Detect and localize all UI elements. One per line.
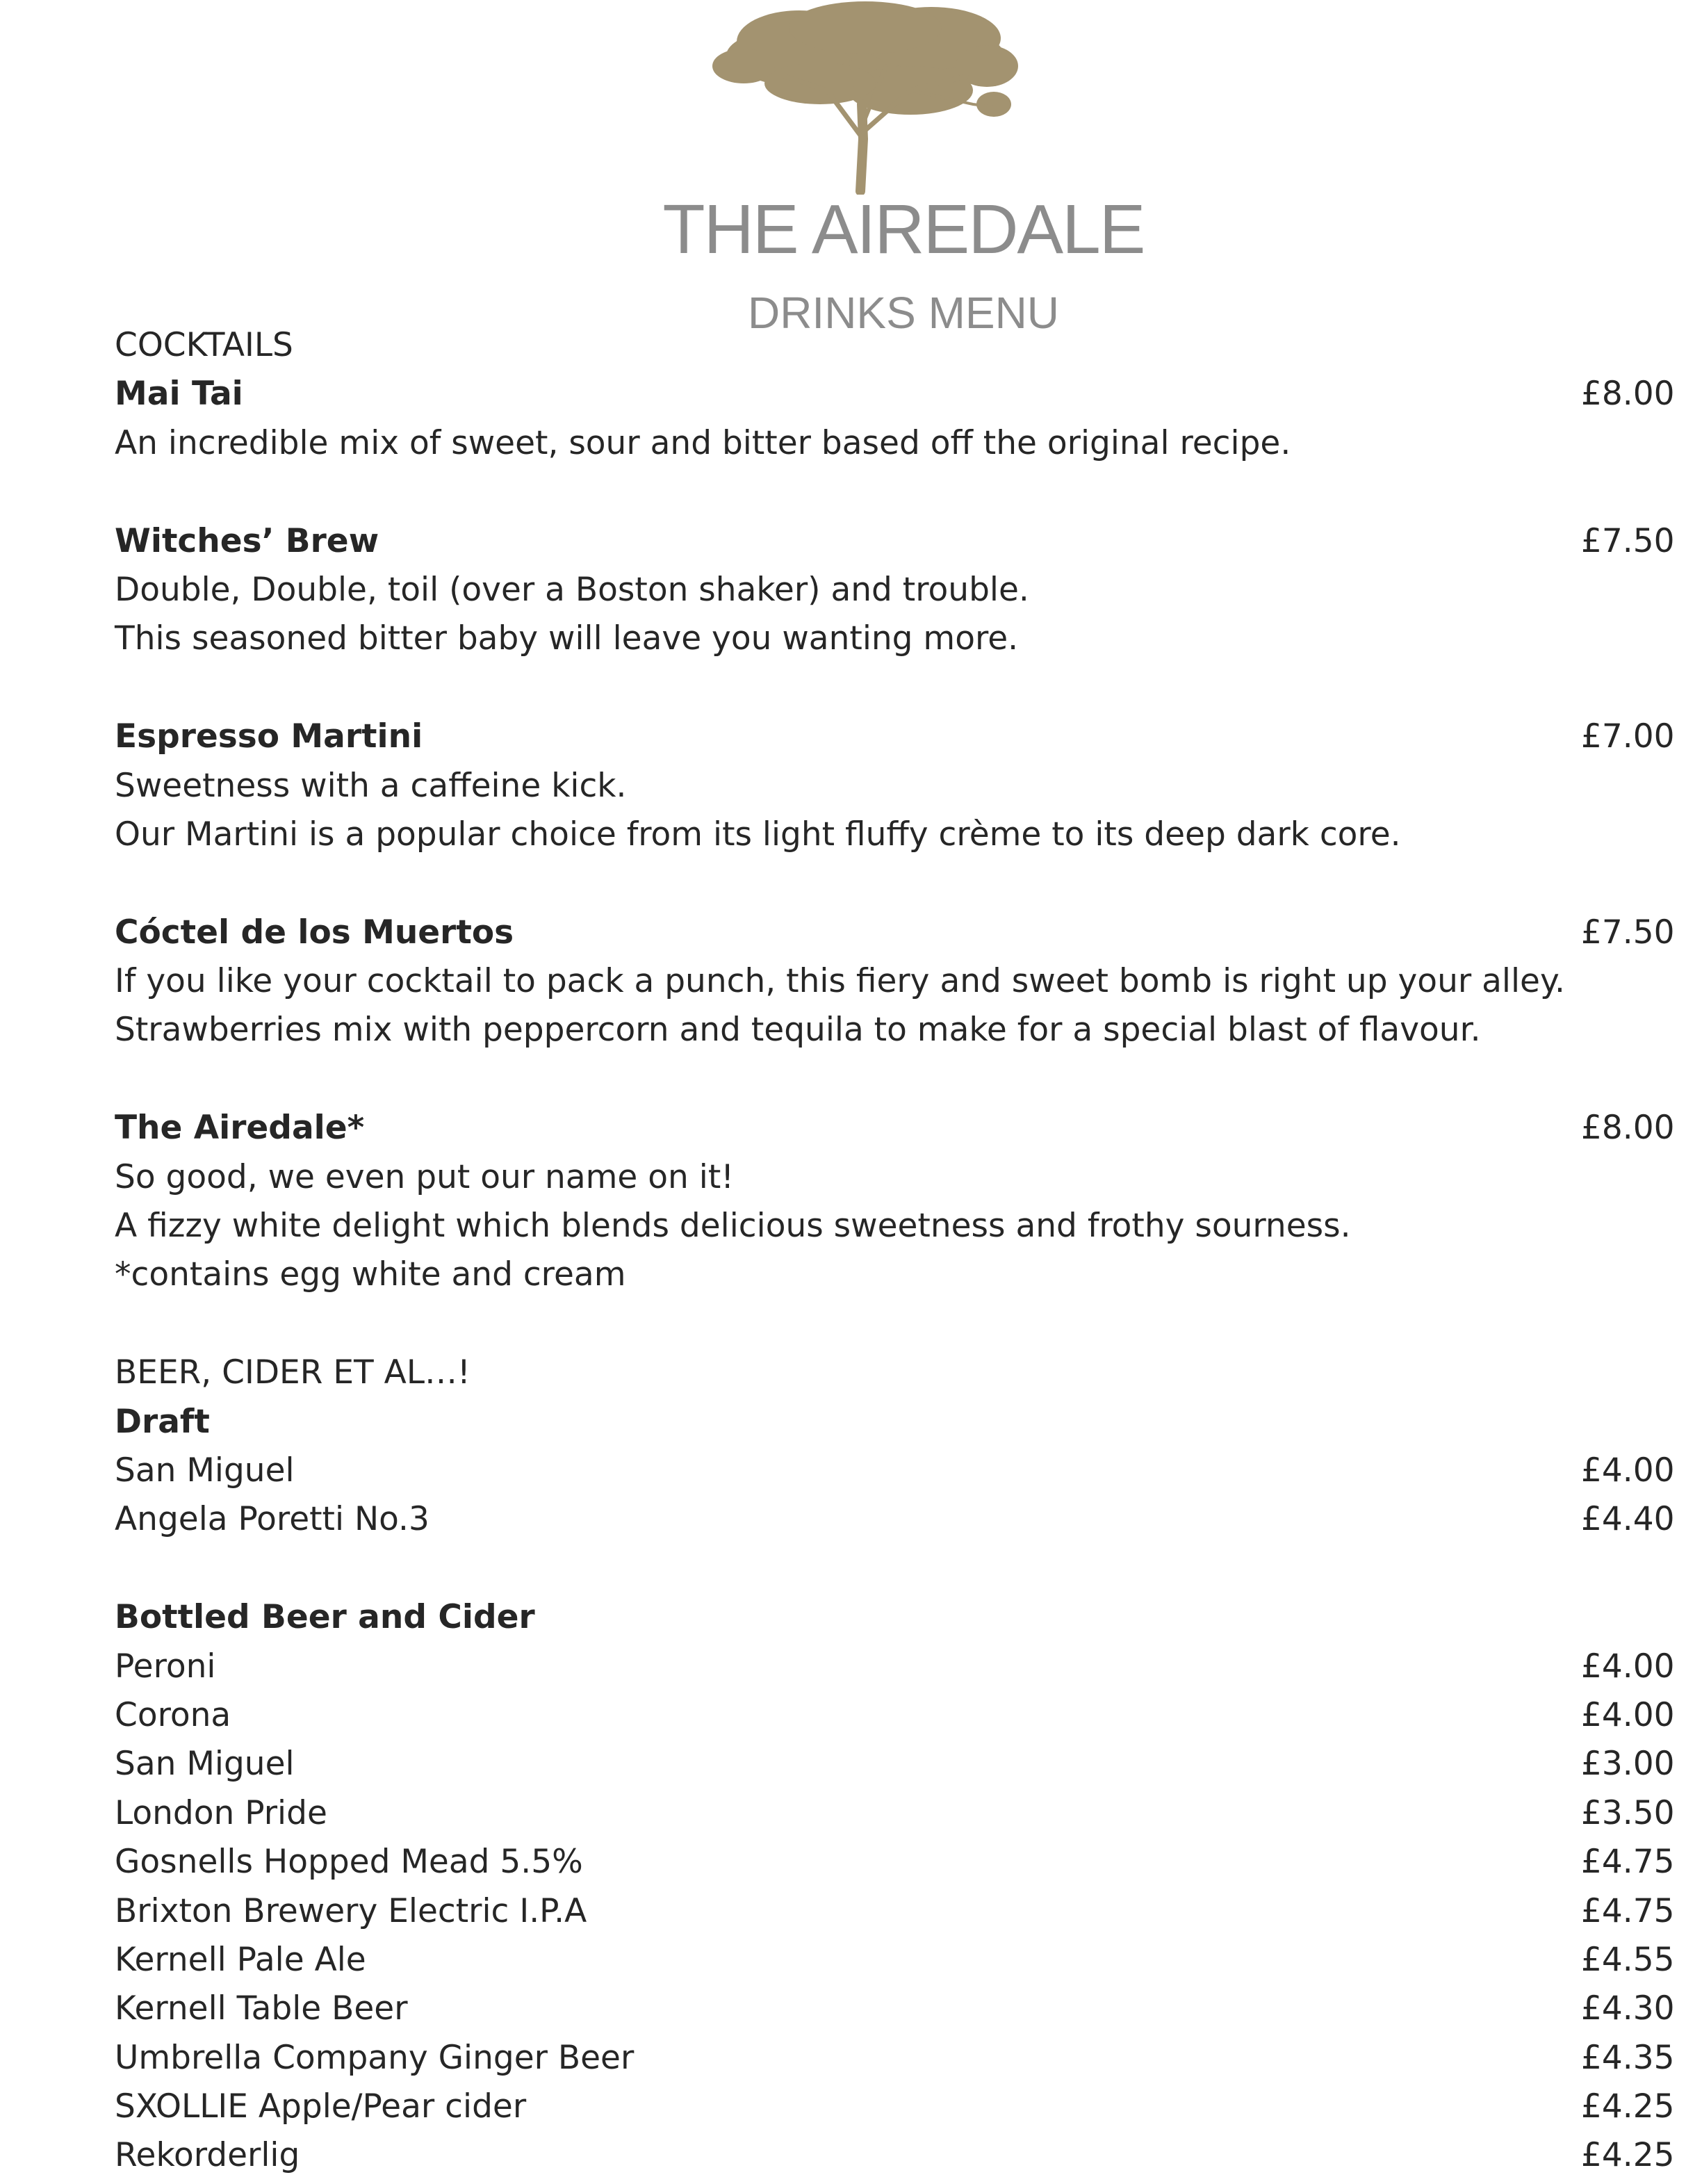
item-price: £4.00 [1581, 1647, 1675, 1686]
brand-name: THE AIREDALE [662, 190, 1145, 268]
cocktail-item [115, 908, 1675, 1055]
list-item [115, 1447, 1675, 1495]
menu-subtitle: DRINKS MENU [747, 288, 1060, 338]
item-description: An incredible mix of sweet, sour and bitter based off the original recipe. [115, 423, 1291, 462]
item-name: London Pride [115, 1793, 327, 1832]
item-name: Cóctel de los Muertos [115, 913, 514, 952]
item-price: £4.35 [1581, 2038, 1675, 2077]
list-item [115, 2034, 1675, 2083]
drinks-menu [115, 321, 1675, 2181]
item-name: The Airedale* [115, 1109, 365, 1148]
item-price: £8.00 [1581, 1109, 1675, 1148]
tree-logo-icon [702, 0, 1029, 195]
item-description: Double, Double, toil (over a Boston shaker) and trouble. [115, 570, 1029, 609]
item-description: Strawberries mix with peppercorn and tequila to make for a special blast of flavour. [115, 1011, 1481, 1050]
item-price: £3.50 [1581, 1793, 1675, 1832]
cocktail-item [115, 517, 1675, 664]
item-name: Kernell Table Beer [115, 1989, 408, 2028]
item-note: *contains egg white and cream [115, 1255, 626, 1294]
item-price: £7.50 [1581, 913, 1675, 952]
item-name: San Miguel [115, 1451, 295, 1490]
item-price: £4.55 [1581, 1940, 1675, 1979]
item-description: Our Martini is a popular choice from its light fluffy crème to its deep dark core. [115, 815, 1401, 854]
item-price: £7.00 [1581, 717, 1675, 756]
item-description: If you like your cocktail to pack a punch, this fiery and sweet bomb is right up your alley. [115, 962, 1566, 1001]
list-item [115, 1985, 1675, 2033]
item-description: Sweetness with a caffeine kick. [115, 766, 627, 805]
item-description: This seasoned bitter baby will leave you wanting more. [115, 619, 1019, 658]
list-item [115, 2083, 1675, 2131]
item-name: Rekorderlig [115, 2136, 300, 2175]
item-name: Angela Poretti No.3 [115, 1500, 429, 1539]
list-item [115, 1789, 1675, 1838]
list-item [115, 1838, 1675, 1886]
item-name: Kernell Pale Ale [115, 1940, 366, 1979]
item-name: Gosnells Hopped Mead 5.5% [115, 1843, 583, 1882]
item-price: £4.75 [1581, 1891, 1675, 1930]
item-price: £4.75 [1581, 1843, 1675, 1882]
list-item [115, 1936, 1675, 1985]
section-title-beer: BEER, CIDER ET AL…! [115, 1353, 470, 1392]
cocktail-item [115, 712, 1675, 859]
list-item [115, 1495, 1675, 1544]
item-price: £4.40 [1581, 1500, 1675, 1539]
item-name: Umbrella Company Ginger Beer [115, 2038, 635, 2077]
item-name: Mai Tai [115, 375, 243, 414]
item-name: Brixton Brewery Electric I.P.A [115, 1891, 587, 1930]
cocktail-item [115, 1104, 1675, 1300]
item-name: Espresso Martini [115, 717, 423, 756]
item-name: San Miguel [115, 1745, 295, 1784]
cocktail-item [115, 370, 1675, 468]
item-price: £3.00 [1581, 1745, 1675, 1784]
list-item [115, 1643, 1675, 1691]
list-item [115, 2131, 1675, 2180]
item-description: A fizzy white delight which blends delicious sweetness and frothy sourness. [115, 1207, 1351, 1246]
item-price: £4.25 [1581, 2136, 1675, 2175]
item-description: So good, we even put our name on it! [115, 1157, 735, 1196]
item-price: £4.30 [1581, 1989, 1675, 2028]
item-price: £7.50 [1581, 521, 1675, 560]
subsection-heading-draft: Draft [115, 1402, 210, 1441]
list-item [115, 1691, 1675, 1740]
item-price: £8.00 [1581, 375, 1675, 414]
item-price: £4.00 [1581, 1451, 1675, 1490]
item-name: Corona [115, 1695, 231, 1734]
subsection-heading-bottled: Bottled Beer and Cider [115, 1598, 535, 1637]
item-name: SXOLLIE Apple/Pear cider [115, 2087, 527, 2126]
list-item [115, 1740, 1675, 1788]
item-name: Peroni [115, 1647, 216, 1686]
item-name: Witches’ Brew [115, 521, 379, 560]
section-title-cocktails: COCKTAILS [115, 326, 293, 364]
item-price: £4.00 [1581, 1695, 1675, 1734]
list-item [115, 1887, 1675, 1936]
item-price: £4.25 [1581, 2087, 1675, 2126]
